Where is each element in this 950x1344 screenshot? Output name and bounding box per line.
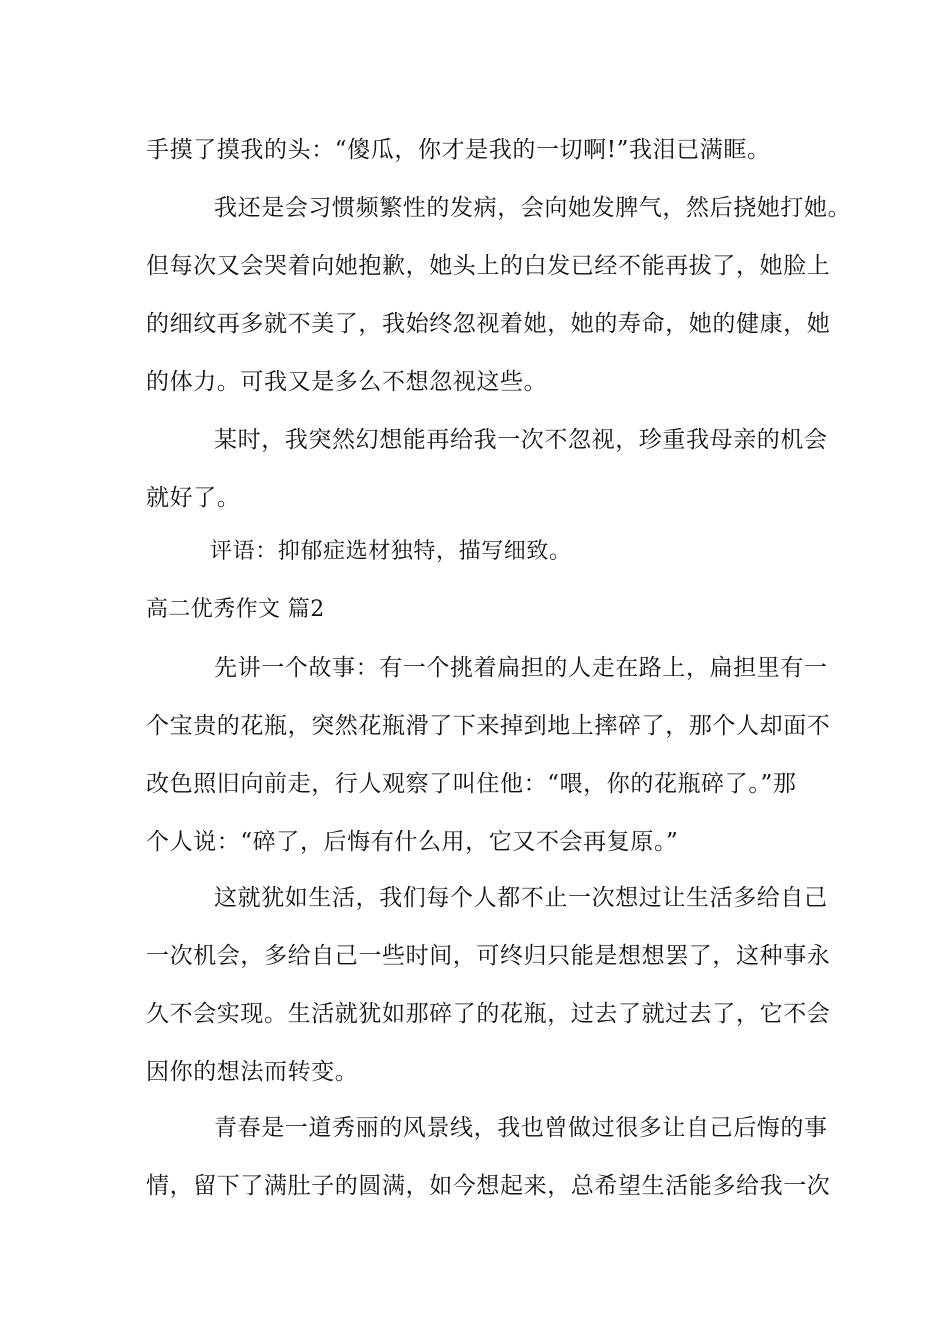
text-line: 但每次又会哭着向她抱歉，她头上的白发已经不能再拔了，她脸上	[146, 253, 831, 279]
text-line: 改色照旧向前走，行人观察了叫住他：“喂，你的花瓶碎了。”那	[146, 771, 797, 797]
text-line: 我还是会习惯频繁性的发病，会向她发脾气，然后挠她打她。	[214, 195, 852, 221]
text-line: 手摸了摸我的头：“傻瓜，你才是我的一切啊!”我泪已满眶。	[146, 137, 771, 163]
text-line: 这就犹如生活，我们每个人都不止一次想过让生活多给自己	[214, 885, 828, 911]
text-line: 的体力。可我又是多么不想忽视这些。	[146, 369, 548, 395]
text-line: 情，留下了满肚子的圆满，如今想起来，总希望生活能多给我一次	[146, 1173, 831, 1199]
text-line: 青春是一道秀丽的风景线，我也曾做过很多让自己后悔的事	[214, 1115, 828, 1141]
text-line: 一次机会，多给自己一些时间，可终归只能是想想罢了，这种事永	[146, 943, 831, 969]
text-line: 因你的想法而转变。	[146, 1059, 359, 1085]
text-line: 先讲一个故事：有一个挑着扁担的人走在路上，扁担里有一	[214, 655, 828, 681]
comment-line: 评语：抑郁症选材独特，描写细致。	[210, 539, 572, 564]
text-line: 的细纹再多就不美了，我始终忽视着她，她的寿命，她的健康，她	[146, 311, 831, 337]
text-line: 某时，我突然幻想能再给我一次不忽视，珍重我母亲的机会	[214, 427, 828, 453]
text-line: 个宝贵的花瓶，突然花瓶滑了下来掉到地上摔碎了，那个人却面不	[146, 713, 831, 739]
text-line: 久不会实现。生活就犹如那碎了的花瓶，过去了就过去了，它不会	[146, 1001, 831, 1027]
section-heading: 高二优秀作文 篇2	[146, 597, 325, 622]
text-line: 就好了。	[146, 485, 241, 511]
text-line: 个人说：“碎了，后悔有什么用，它又不会再复原。”	[146, 829, 679, 855]
